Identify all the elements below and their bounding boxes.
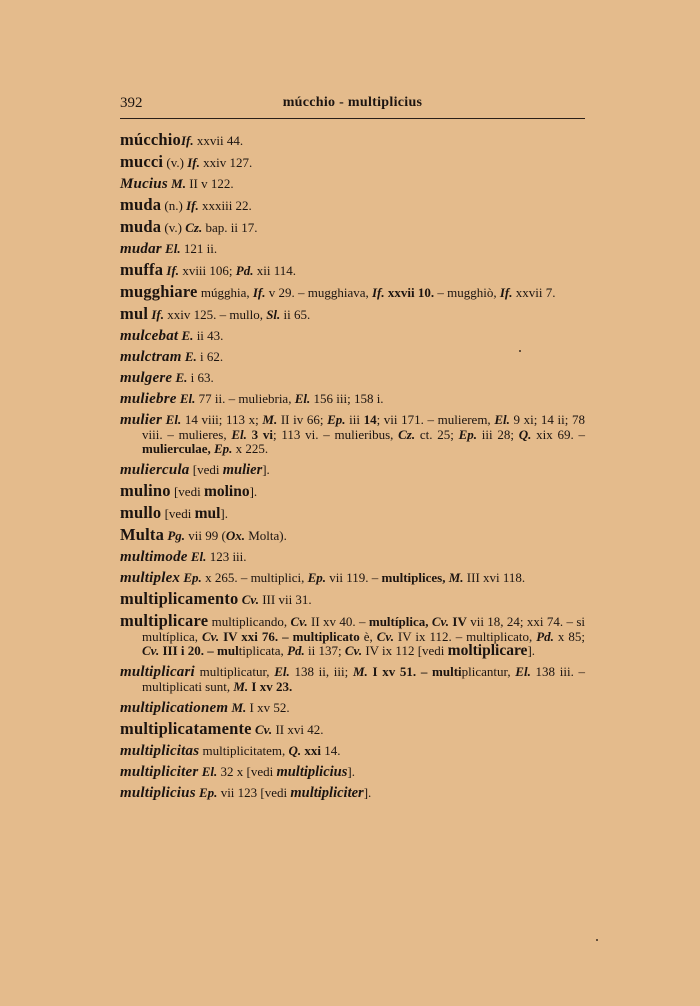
work-abbreviation: Cv. (376, 628, 394, 644)
dictionary-entry (120, 152, 585, 171)
dictionary-entry (120, 371, 585, 386)
entry-text: xxiv 125. – mullo, (164, 307, 267, 322)
dictionary-entry (120, 744, 585, 759)
entry-text: x 265. – multiplici, (201, 570, 308, 585)
entry-text: III xvi 118. (463, 570, 526, 585)
ink-speck (596, 939, 598, 941)
work-abbreviation: If. (187, 155, 200, 170)
entry-text: xxxiii 22. (198, 198, 252, 213)
work-abbreviation: Ep. (327, 412, 346, 427)
entry-headword: mulcebat (120, 328, 179, 344)
entry-text: II xv 40. – (307, 614, 369, 629)
entry-headword: muda (120, 195, 162, 214)
entry-text: 32 x [vedi (217, 763, 277, 779)
entry-text: vii 18, 24; xxi 74. – si multíplica, (142, 614, 585, 644)
entry-emphasis: multíplica, (368, 614, 429, 629)
work-abbreviation: E. (175, 370, 188, 385)
work-abbreviation: El. (294, 391, 311, 406)
entry-headword: multiplicitas (120, 742, 200, 759)
entry-headword: multiplicatamente (120, 718, 252, 738)
entry-headword: muffa (120, 260, 164, 279)
entry-text: Molta). (245, 528, 287, 543)
entry-headword: mulgere (120, 370, 173, 386)
entry-emphasis: mulierculae, (142, 441, 211, 456)
work-abbreviation: El. (165, 412, 182, 427)
entry-text: [vedi (189, 462, 223, 477)
dictionary-entry (120, 392, 585, 407)
entry-emphasis: mul (194, 505, 221, 522)
work-abbreviation: El. (190, 549, 207, 564)
work-abbreviation: Cv. (431, 614, 450, 629)
entry-text: 121 ii. (180, 241, 218, 256)
entry-text: bap. ii 17. (202, 220, 258, 235)
entry-headword: mugghiare (120, 282, 198, 301)
entry-headword: multiplicari (120, 664, 195, 680)
entry-text: xix 69. – (531, 426, 585, 442)
entry-headword: multiplicare (120, 611, 209, 630)
entry-emphasis: mulier (222, 462, 263, 478)
entry-text: iii (345, 412, 364, 427)
work-abbreviation: Ep. (458, 426, 478, 442)
work-abbreviation: El. (274, 664, 290, 679)
entry-headword: mul (120, 304, 149, 323)
entry-text: i 62. (196, 349, 224, 364)
work-abbreviation: Pd. (287, 643, 305, 658)
entry-text: v 29. – mugghiava, (265, 285, 372, 300)
entry-text: 14. (320, 742, 341, 758)
entry-headword: mucci (120, 152, 164, 171)
entry-text: ii 43. (193, 328, 224, 343)
entry-text: 14 viii; 113 x; (181, 412, 263, 427)
dictionary-entry (120, 571, 585, 586)
dictionary-entry (120, 503, 585, 522)
entry-text: plicantur, (461, 664, 516, 679)
work-abbreviation: If. (372, 285, 385, 300)
dictionary-entry (120, 260, 585, 279)
dictionary-entry (120, 701, 585, 716)
dictionary-entry (120, 329, 585, 344)
entry-emphasis: IV (449, 614, 467, 629)
entry-text: multiplicando, (208, 614, 291, 629)
dictionary-entry (120, 550, 585, 565)
entry-emphasis: moltiplicare (447, 642, 528, 659)
work-abbreviation: El. (179, 391, 196, 406)
work-abbreviation: M. (231, 699, 247, 715)
dictionary-entry (120, 413, 585, 457)
entry-headword: multiplicius (120, 784, 196, 801)
dictionary-entry (120, 718, 585, 738)
entry-text: xxiv 127. (199, 155, 253, 170)
entry-text: multiplicatur, (194, 664, 275, 679)
entry-headword: mulino (120, 481, 171, 500)
work-abbreviation: Cv. (290, 614, 308, 629)
entry-text: x 85; (553, 628, 585, 644)
dictionary-entry (120, 665, 585, 694)
work-abbreviation: Cz. (398, 426, 416, 442)
entry-headword: múcchio (120, 130, 181, 149)
entry-headword: Mucius (120, 176, 168, 192)
work-abbreviation: E. (184, 349, 197, 364)
work-abbreviation: Cv. (344, 643, 363, 658)
entry-text: ]. (262, 462, 270, 477)
entry-text: 9 xi; 14 ii; 78 viii. – mulieres, (142, 412, 586, 442)
dictionary-entry (120, 217, 585, 236)
entry-text: I xv 52. (246, 699, 290, 715)
entry-text: [vedi (161, 506, 195, 521)
ink-speck (519, 350, 521, 352)
work-abbreviation: M. (233, 678, 249, 694)
entry-text: (n.) (161, 198, 187, 213)
entry-text: multiplicitatem, (199, 742, 289, 758)
entry-text: xviii 106; (179, 263, 236, 278)
entry-text: ]. (363, 784, 372, 800)
entry-text: 138 ii, iii; (289, 664, 353, 679)
work-abbreviation: M. (171, 176, 186, 191)
entry-emphasis: III i 20. – mul (159, 643, 239, 658)
work-abbreviation: El. (201, 763, 218, 779)
entry-text: ]. (249, 484, 258, 499)
entry-text: (v.) (161, 220, 186, 235)
work-abbreviation: If. (151, 307, 164, 322)
work-abbreviation: Cv. (241, 592, 259, 607)
entry-text: xxvii 44. (193, 133, 244, 148)
entry-text: tiplicata, (238, 643, 288, 658)
work-abbreviation: Ox. (225, 528, 245, 543)
work-abbreviation: Sl. (266, 307, 281, 322)
work-abbreviation: If. (186, 198, 199, 213)
entry-text: x 225. (232, 441, 269, 456)
work-abbreviation: Cv. (254, 721, 273, 737)
work-abbreviation: Cv. (142, 643, 160, 658)
entry-headword: mullo (120, 503, 162, 522)
entry-headword: multiplicamento (120, 589, 239, 608)
work-abbreviation: Ep. (213, 441, 233, 456)
entry-text: ; 113 vi. – mulieribus, (273, 426, 399, 442)
dictionary-entry (120, 177, 585, 192)
entry-emphasis: xxi (301, 742, 321, 758)
entry-text: ct. 25; (415, 426, 459, 442)
work-abbreviation: Ep. (183, 570, 202, 585)
work-abbreviation: Pg. (167, 528, 186, 543)
entry-text: xii 114. (253, 263, 296, 278)
entry-headword: multimode (120, 549, 188, 565)
work-abbreviation: Cz. (185, 220, 203, 235)
entry-emphasis: multipliciter (290, 784, 364, 801)
work-abbreviation: M. (352, 664, 368, 679)
entry-emphasis: I xv 23. (248, 678, 293, 694)
entry-text: iii 28; (477, 426, 519, 442)
entry-text: ii 137; (304, 643, 345, 658)
entry-text: 138 iii. – multiplicati sunt, (142, 664, 586, 694)
entry-emphasis: xxvii 10. (384, 285, 435, 300)
work-abbreviation: If. (499, 285, 513, 300)
work-abbreviation: El. (515, 664, 531, 679)
entry-text: IV ix 112. – multiplicato, (393, 628, 537, 644)
entry-headword: Multa (120, 525, 165, 544)
dictionary-entry (120, 350, 585, 365)
entry-text: múgghia, (197, 285, 253, 300)
page-number: 392 (120, 95, 143, 111)
entry-headword: muda (120, 217, 162, 236)
dictionary-entry (120, 195, 585, 214)
page-header (120, 95, 585, 117)
running-head: múcchio - multiplicius (282, 95, 423, 110)
header-rule (120, 118, 585, 119)
work-abbreviation: If. (180, 133, 194, 148)
entry-text: II v 122. (185, 176, 234, 191)
dictionary-entry (120, 304, 585, 323)
dictionary-entry (120, 481, 585, 500)
work-abbreviation: El. (165, 241, 181, 256)
entry-headword: multiplex (120, 570, 181, 586)
entry-emphasis: 14 (363, 412, 377, 427)
entry-text: vii 123 [vedi (217, 784, 291, 800)
work-abbreviation: M. (448, 570, 464, 585)
entry-headword: multiplicationem (120, 699, 229, 716)
entry-text: 156 iii; 158 i. (310, 391, 384, 406)
entry-emphasis: multiplices, (381, 570, 446, 585)
entry-text: i 63. (187, 370, 214, 385)
entry-headword: mulier (120, 412, 163, 428)
dictionary-entry (120, 130, 585, 149)
entry-headword: mulctram (120, 349, 182, 365)
work-abbreviation: E. (181, 328, 194, 343)
work-abbreviation: Pd. (235, 263, 254, 278)
work-abbreviation: M. (262, 412, 278, 427)
dictionary-entry (120, 611, 585, 659)
entry-text: [vedi (170, 484, 204, 499)
dictionary-entry (120, 589, 585, 608)
entry-text: vii 119. – (326, 570, 382, 585)
entry-text: ]. (220, 506, 228, 521)
work-abbreviation: El. (231, 426, 247, 442)
entry-text: 77 ii. – muliebria, (195, 391, 295, 406)
entry-text: III vii 31. (258, 592, 312, 607)
dictionary-entry (120, 463, 585, 478)
entry-text: ]. (347, 763, 355, 779)
entry-headword: muliercula (120, 462, 190, 478)
entry-headword: mudar (120, 241, 162, 257)
dictionary-entry (120, 242, 585, 257)
dictionary-entry (120, 525, 585, 544)
work-abbreviation: El. (494, 412, 510, 427)
entry-emphasis: I xv 51. – multi (367, 664, 462, 679)
entry-text: II xvi 42. (272, 721, 324, 737)
dictionary-entry (120, 282, 585, 301)
entry-emphasis: multiplicius (276, 763, 348, 780)
work-abbreviation: If. (252, 285, 266, 300)
entry-emphasis: molino (203, 483, 250, 500)
entry-text: ; vii 171. – mulierem, (376, 412, 495, 427)
work-abbreviation: If. (166, 263, 180, 278)
entry-text: xxvii 7. (512, 285, 556, 300)
work-abbreviation: Q. (518, 426, 532, 442)
entry-text: ]. (527, 643, 536, 658)
entry-text: è, (359, 628, 377, 644)
work-abbreviation: Cv. (201, 628, 220, 644)
entry-text: 123 iii. (206, 549, 247, 564)
entry-text: (v.) (163, 155, 188, 170)
entry-text: IV ix 112 [vedi (362, 643, 448, 658)
dictionary-entry (120, 786, 585, 801)
entry-text: ii 65. (280, 307, 311, 322)
work-abbreviation: Pd. (536, 628, 554, 644)
entry-headword: multipliciter (120, 763, 199, 780)
entry-text: – mugghiò, (434, 285, 500, 300)
work-abbreviation: Q. (288, 742, 302, 758)
work-abbreviation: Ep. (199, 784, 218, 800)
entry-headword: muliebre (120, 391, 177, 407)
entry-text: vii 99 ( (185, 528, 226, 543)
dictionary-entry (120, 765, 585, 780)
work-abbreviation: Ep. (307, 570, 327, 585)
entry-text: II iv 66; (277, 412, 328, 427)
entry-list (120, 130, 586, 807)
entry-emphasis: IV xxi 76. – multiplicato (219, 628, 360, 644)
entry-emphasis: 3 vi (246, 426, 274, 442)
